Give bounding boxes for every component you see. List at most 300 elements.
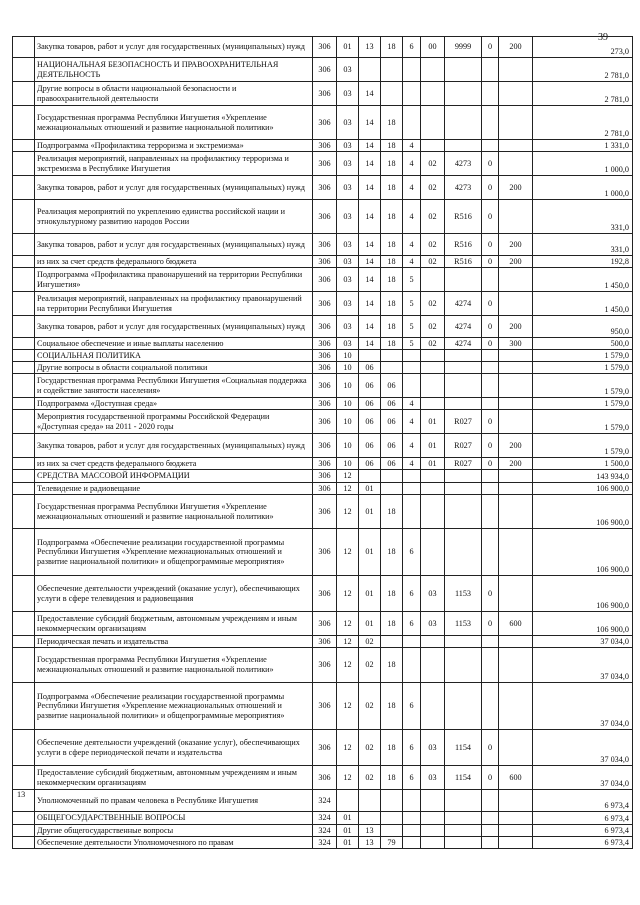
code-extra-cell: 0 bbox=[482, 338, 499, 350]
code-expense-type-cell bbox=[499, 470, 533, 483]
code-program-cell: 18 bbox=[381, 200, 403, 234]
row-number-cell bbox=[13, 636, 35, 648]
code-ministry-cell: 306 bbox=[313, 82, 337, 106]
code-program-cell: 18 bbox=[381, 529, 403, 576]
code-ministry-cell: 306 bbox=[313, 636, 337, 648]
code-direction-cell bbox=[445, 106, 482, 140]
code-subsection-cell: 14 bbox=[359, 316, 381, 338]
code-measure-cell bbox=[421, 268, 445, 292]
code-section-cell: 03 bbox=[337, 316, 359, 338]
item-name-cell: Обеспечение деятельности учреждений (оказание услуг), обеспечивающих услуги в сфере периодической печати и издательства bbox=[35, 730, 313, 766]
code-program-cell: 18 bbox=[381, 338, 403, 350]
amount-cell: 143 934,0 bbox=[533, 470, 633, 483]
code-program-cell: 18 bbox=[381, 648, 403, 683]
code-section-cell: 03 bbox=[337, 338, 359, 350]
amount-cell: 331,0 bbox=[533, 200, 633, 234]
code-measure-cell bbox=[421, 350, 445, 362]
code-subprogram-cell bbox=[403, 495, 421, 529]
amount-cell: 2 781,0 bbox=[533, 106, 633, 140]
code-ministry-cell: 306 bbox=[313, 176, 337, 200]
table-row bbox=[13, 766, 633, 790]
code-expense-type-cell bbox=[499, 398, 533, 410]
amount-cell: 106 900,0 bbox=[533, 529, 633, 576]
code-ministry-cell: 306 bbox=[313, 256, 337, 268]
code-section-cell: 12 bbox=[337, 495, 359, 529]
code-subsection-cell: 01 bbox=[359, 495, 381, 529]
code-section-cell: 12 bbox=[337, 766, 359, 790]
code-subprogram-cell: 5 bbox=[403, 338, 421, 350]
code-extra-cell: 0 bbox=[482, 316, 499, 338]
code-section-cell: 10 bbox=[337, 434, 359, 458]
table-row bbox=[13, 495, 633, 529]
row-number-cell bbox=[13, 374, 35, 398]
code-program-cell: 18 bbox=[381, 37, 403, 58]
item-name-cell: Другие общегосударственные вопросы bbox=[35, 825, 313, 837]
code-section-cell: 03 bbox=[337, 176, 359, 200]
code-direction-cell: 1154 bbox=[445, 766, 482, 790]
code-subsection-cell: 02 bbox=[359, 766, 381, 790]
code-subsection-cell: 06 bbox=[359, 434, 381, 458]
code-subsection-cell: 13 bbox=[359, 837, 381, 849]
code-ministry-cell: 306 bbox=[313, 410, 337, 434]
item-name-cell: Государственная программа Республики Ингушетия «Укрепление межнациональных отношений и развитие национальной политики» bbox=[35, 648, 313, 683]
code-expense-type-cell bbox=[499, 790, 533, 812]
code-subsection-cell bbox=[359, 470, 381, 483]
code-expense-type-cell: 200 bbox=[499, 458, 533, 470]
code-measure-cell: 02 bbox=[421, 176, 445, 200]
table-row bbox=[13, 338, 633, 350]
item-name-cell: Предоставление субсидий бюджетным, автономным учреждениям и иным некоммерческим организациям bbox=[35, 612, 313, 636]
code-section-cell: 10 bbox=[337, 350, 359, 362]
row-number-cell bbox=[13, 766, 35, 790]
table-row bbox=[13, 410, 633, 434]
amount-cell: 106 900,0 bbox=[533, 495, 633, 529]
amount-cell: 1 450,0 bbox=[533, 268, 633, 292]
code-direction-cell: 1153 bbox=[445, 612, 482, 636]
code-ministry-cell: 306 bbox=[313, 483, 337, 495]
code-expense-type-cell: 300 bbox=[499, 338, 533, 350]
code-subprogram-cell: 6 bbox=[403, 612, 421, 636]
row-number-cell bbox=[13, 825, 35, 837]
code-section-cell: 03 bbox=[337, 106, 359, 140]
table-row bbox=[13, 176, 633, 200]
table-row bbox=[13, 82, 633, 106]
code-subsection-cell: 14 bbox=[359, 292, 381, 316]
code-direction-cell bbox=[445, 374, 482, 398]
table-row bbox=[13, 256, 633, 268]
code-extra-cell bbox=[482, 58, 499, 82]
code-subprogram-cell bbox=[403, 362, 421, 374]
row-number-cell bbox=[13, 410, 35, 434]
code-program-cell: 18 bbox=[381, 576, 403, 612]
code-measure-cell bbox=[421, 683, 445, 730]
page-number: 39 bbox=[598, 32, 608, 43]
amount-cell: 500,0 bbox=[533, 338, 633, 350]
code-section-cell: 03 bbox=[337, 58, 359, 82]
code-direction-cell: R516 bbox=[445, 234, 482, 256]
code-measure-cell bbox=[421, 529, 445, 576]
code-extra-cell bbox=[482, 374, 499, 398]
code-extra-cell: 0 bbox=[482, 234, 499, 256]
table-row bbox=[13, 837, 633, 849]
amount-cell: 6 973,4 bbox=[533, 790, 633, 812]
code-direction-cell: 4274 bbox=[445, 338, 482, 350]
amount-cell: 192,8 bbox=[533, 256, 633, 268]
code-extra-cell: 0 bbox=[482, 766, 499, 790]
code-measure-cell: 02 bbox=[421, 200, 445, 234]
table-row bbox=[13, 648, 633, 683]
item-name-cell: Обеспечение деятельности учреждений (оказание услуг), обеспечивающих услуги в сфере телевидения и радиовещания bbox=[35, 576, 313, 612]
code-section-cell: 01 bbox=[337, 837, 359, 849]
code-program-cell: 06 bbox=[381, 410, 403, 434]
code-measure-cell: 03 bbox=[421, 730, 445, 766]
code-program-cell: 18 bbox=[381, 316, 403, 338]
amount-cell: 2 781,0 bbox=[533, 82, 633, 106]
code-measure-cell: 02 bbox=[421, 234, 445, 256]
code-program-cell: 18 bbox=[381, 268, 403, 292]
code-direction-cell: R027 bbox=[445, 458, 482, 470]
code-measure-cell bbox=[421, 106, 445, 140]
code-subprogram-cell: 6 bbox=[403, 766, 421, 790]
item-name-cell: Государственная программа Республики Ингушетия «Укрепление межнациональных отношений и развитие национальной политики» bbox=[35, 495, 313, 529]
table-row bbox=[13, 350, 633, 362]
code-direction-cell bbox=[445, 837, 482, 849]
code-subprogram-cell: 4 bbox=[403, 434, 421, 458]
code-section-cell: 12 bbox=[337, 636, 359, 648]
code-measure-cell: 01 bbox=[421, 410, 445, 434]
item-name-cell: Реализация мероприятий, направленных на профилактику терроризма и экстремизма в Республике Ингушетия bbox=[35, 152, 313, 176]
code-subsection-cell: 01 bbox=[359, 483, 381, 495]
amount-cell: 37 034,0 bbox=[533, 636, 633, 648]
code-extra-cell bbox=[482, 82, 499, 106]
code-section-cell: 10 bbox=[337, 458, 359, 470]
row-number-cell bbox=[13, 612, 35, 636]
code-program-cell: 18 bbox=[381, 683, 403, 730]
code-section-cell: 03 bbox=[337, 152, 359, 176]
code-expense-type-cell bbox=[499, 812, 533, 825]
code-subprogram-cell: 4 bbox=[403, 200, 421, 234]
item-name-cell: Периодическая печать и издательства bbox=[35, 636, 313, 648]
code-subprogram-cell: 4 bbox=[403, 140, 421, 152]
code-section-cell: 03 bbox=[337, 82, 359, 106]
code-expense-type-cell bbox=[499, 362, 533, 374]
code-extra-cell bbox=[482, 812, 499, 825]
code-direction-cell bbox=[445, 529, 482, 576]
item-name-cell: Закупка товаров, работ и услуг для государственных (муниципальных) нужд bbox=[35, 37, 313, 58]
code-direction-cell: R027 bbox=[445, 410, 482, 434]
table-row bbox=[13, 434, 633, 458]
code-extra-cell: 0 bbox=[482, 152, 499, 176]
budget-table bbox=[12, 36, 633, 849]
code-program-cell bbox=[381, 812, 403, 825]
code-subsection-cell: 14 bbox=[359, 200, 381, 234]
row-number-cell bbox=[13, 730, 35, 766]
code-subsection-cell: 13 bbox=[359, 37, 381, 58]
code-program-cell: 79 bbox=[381, 837, 403, 849]
code-direction-cell bbox=[445, 825, 482, 837]
code-section-cell: 12 bbox=[337, 470, 359, 483]
amount-cell: 331,0 bbox=[533, 234, 633, 256]
code-expense-type-cell bbox=[499, 636, 533, 648]
code-measure-cell bbox=[421, 374, 445, 398]
code-ministry-cell: 306 bbox=[313, 458, 337, 470]
table-row bbox=[13, 362, 633, 374]
code-expense-type-cell bbox=[499, 140, 533, 152]
row-number-cell bbox=[13, 106, 35, 140]
table-row bbox=[13, 374, 633, 398]
item-name-cell: Подпрограмма «Профилактика правонарушений на территории Республики Ингушетия» bbox=[35, 268, 313, 292]
code-expense-type-cell bbox=[499, 268, 533, 292]
table-row bbox=[13, 292, 633, 316]
code-subsection-cell: 13 bbox=[359, 825, 381, 837]
row-number-cell: 13 bbox=[13, 790, 35, 812]
code-direction-cell bbox=[445, 790, 482, 812]
code-program-cell bbox=[381, 636, 403, 648]
code-expense-type-cell: 200 bbox=[499, 256, 533, 268]
item-name-cell: СРЕДСТВА МАССОВОЙ ИНФОРМАЦИИ bbox=[35, 470, 313, 483]
item-name-cell: Государственная программа Республики Ингушетия «Социальная поддержка и содействие занятости населения» bbox=[35, 374, 313, 398]
table-row bbox=[13, 398, 633, 410]
item-name-cell: Социальное обеспечение и иные выплаты населению bbox=[35, 338, 313, 350]
code-subprogram-cell bbox=[403, 483, 421, 495]
code-program-cell bbox=[381, 790, 403, 812]
item-name-cell: Другие вопросы в области социальной политики bbox=[35, 362, 313, 374]
code-extra-cell bbox=[482, 495, 499, 529]
amount-cell: 1 450,0 bbox=[533, 292, 633, 316]
code-direction-cell bbox=[445, 648, 482, 683]
item-name-cell: из них за счет средств федерального бюджета bbox=[35, 458, 313, 470]
code-extra-cell bbox=[482, 837, 499, 849]
item-name-cell: Закупка товаров, работ и услуг для государственных (муниципальных) нужд bbox=[35, 316, 313, 338]
code-program-cell: 18 bbox=[381, 612, 403, 636]
code-ministry-cell: 306 bbox=[313, 374, 337, 398]
table-row bbox=[13, 636, 633, 648]
code-direction-cell bbox=[445, 470, 482, 483]
code-subprogram-cell: 6 bbox=[403, 576, 421, 612]
code-ministry-cell: 306 bbox=[313, 648, 337, 683]
code-subprogram-cell: 4 bbox=[403, 398, 421, 410]
code-direction-cell bbox=[445, 58, 482, 82]
amount-cell: 37 034,0 bbox=[533, 766, 633, 790]
item-name-cell: Реализация мероприятий, направленных на профилактику правонарушений на территории Республики Ингушетия bbox=[35, 292, 313, 316]
code-direction-cell: R516 bbox=[445, 256, 482, 268]
code-extra-cell: 0 bbox=[482, 256, 499, 268]
code-ministry-cell: 306 bbox=[313, 106, 337, 140]
code-measure-cell: 03 bbox=[421, 576, 445, 612]
code-ministry-cell: 306 bbox=[313, 234, 337, 256]
code-direction-cell: 4274 bbox=[445, 292, 482, 316]
code-program-cell bbox=[381, 82, 403, 106]
amount-cell: 273,0 bbox=[533, 37, 633, 58]
code-direction-cell bbox=[445, 398, 482, 410]
code-measure-cell bbox=[421, 837, 445, 849]
code-program-cell: 18 bbox=[381, 292, 403, 316]
code-expense-type-cell bbox=[499, 152, 533, 176]
code-program-cell: 18 bbox=[381, 140, 403, 152]
code-subsection-cell: 14 bbox=[359, 176, 381, 200]
amount-cell: 1 579,0 bbox=[533, 350, 633, 362]
code-ministry-cell: 306 bbox=[313, 434, 337, 458]
code-measure-cell bbox=[421, 398, 445, 410]
code-subprogram-cell: 5 bbox=[403, 292, 421, 316]
code-measure-cell: 01 bbox=[421, 458, 445, 470]
code-expense-type-cell bbox=[499, 483, 533, 495]
code-section-cell: 12 bbox=[337, 612, 359, 636]
code-expense-type-cell bbox=[499, 837, 533, 849]
code-extra-cell bbox=[482, 106, 499, 140]
amount-cell: 1 000,0 bbox=[533, 152, 633, 176]
code-extra-cell: 0 bbox=[482, 730, 499, 766]
code-ministry-cell: 306 bbox=[313, 338, 337, 350]
code-subsection-cell bbox=[359, 812, 381, 825]
code-extra-cell bbox=[482, 350, 499, 362]
amount-cell: 1 579,0 bbox=[533, 434, 633, 458]
code-subsection-cell: 14 bbox=[359, 140, 381, 152]
row-number-cell bbox=[13, 648, 35, 683]
code-ministry-cell: 324 bbox=[313, 812, 337, 825]
code-measure-cell bbox=[421, 58, 445, 82]
code-extra-cell: 0 bbox=[482, 292, 499, 316]
row-number-cell bbox=[13, 338, 35, 350]
amount-cell: 106 900,0 bbox=[533, 612, 633, 636]
code-section-cell: 03 bbox=[337, 292, 359, 316]
amount-cell: 37 034,0 bbox=[533, 730, 633, 766]
code-direction-cell bbox=[445, 350, 482, 362]
amount-cell: 6 973,4 bbox=[533, 825, 633, 837]
table-row bbox=[13, 316, 633, 338]
code-direction-cell bbox=[445, 495, 482, 529]
code-section-cell: 03 bbox=[337, 140, 359, 152]
code-direction-cell bbox=[445, 268, 482, 292]
code-measure-cell bbox=[421, 636, 445, 648]
code-measure-cell bbox=[421, 483, 445, 495]
code-section-cell: 01 bbox=[337, 812, 359, 825]
code-subprogram-cell bbox=[403, 350, 421, 362]
table-row bbox=[13, 470, 633, 483]
row-number-cell bbox=[13, 82, 35, 106]
code-subsection-cell: 06 bbox=[359, 362, 381, 374]
amount-cell: 37 034,0 bbox=[533, 648, 633, 683]
code-extra-cell bbox=[482, 483, 499, 495]
row-number-cell bbox=[13, 483, 35, 495]
code-expense-type-cell: 600 bbox=[499, 612, 533, 636]
code-expense-type-cell bbox=[499, 410, 533, 434]
amount-cell: 37 034,0 bbox=[533, 683, 633, 730]
code-subsection-cell: 14 bbox=[359, 234, 381, 256]
code-extra-cell: 0 bbox=[482, 200, 499, 234]
code-expense-type-cell bbox=[499, 292, 533, 316]
row-number-cell bbox=[13, 837, 35, 849]
code-subprogram-cell bbox=[403, 837, 421, 849]
row-number-cell bbox=[13, 140, 35, 152]
code-program-cell: 06 bbox=[381, 398, 403, 410]
row-number-cell bbox=[13, 152, 35, 176]
code-direction-cell bbox=[445, 140, 482, 152]
code-extra-cell bbox=[482, 398, 499, 410]
code-expense-type-cell bbox=[499, 58, 533, 82]
code-section-cell bbox=[337, 790, 359, 812]
table-row bbox=[13, 140, 633, 152]
code-ministry-cell: 306 bbox=[313, 398, 337, 410]
code-subsection-cell bbox=[359, 350, 381, 362]
code-expense-type-cell: 200 bbox=[499, 316, 533, 338]
row-number-cell bbox=[13, 495, 35, 529]
code-section-cell: 01 bbox=[337, 37, 359, 58]
code-direction-cell: 9999 bbox=[445, 37, 482, 58]
code-subsection-cell bbox=[359, 790, 381, 812]
code-measure-cell bbox=[421, 648, 445, 683]
code-expense-type-cell: 200 bbox=[499, 37, 533, 58]
code-program-cell: 18 bbox=[381, 234, 403, 256]
code-section-cell: 12 bbox=[337, 683, 359, 730]
code-extra-cell: 0 bbox=[482, 37, 499, 58]
code-expense-type-cell bbox=[499, 350, 533, 362]
row-number-cell bbox=[13, 362, 35, 374]
code-extra-cell: 0 bbox=[482, 576, 499, 612]
code-program-cell: 18 bbox=[381, 176, 403, 200]
table-body bbox=[13, 37, 633, 849]
code-expense-type-cell bbox=[499, 648, 533, 683]
code-ministry-cell: 306 bbox=[313, 140, 337, 152]
code-ministry-cell: 306 bbox=[313, 350, 337, 362]
code-extra-cell: 0 bbox=[482, 612, 499, 636]
amount-cell: 106 900,0 bbox=[533, 483, 633, 495]
table-row bbox=[13, 683, 633, 730]
item-name-cell: из них за счет средств федерального бюджета bbox=[35, 256, 313, 268]
code-measure-cell bbox=[421, 495, 445, 529]
code-subsection-cell: 06 bbox=[359, 410, 381, 434]
amount-cell: 6 973,4 bbox=[533, 837, 633, 849]
code-ministry-cell: 324 bbox=[313, 837, 337, 849]
code-measure-cell bbox=[421, 825, 445, 837]
row-number-cell bbox=[13, 812, 35, 825]
code-direction-cell: 4273 bbox=[445, 176, 482, 200]
code-extra-cell bbox=[482, 470, 499, 483]
code-program-cell bbox=[381, 362, 403, 374]
code-program-cell: 18 bbox=[381, 106, 403, 140]
item-name-cell: Другие вопросы в области национальной безопасности и правоохранительной деятельности bbox=[35, 82, 313, 106]
item-name-cell: Закупка товаров, работ и услуг для государственных (муниципальных) нужд bbox=[35, 234, 313, 256]
code-ministry-cell: 306 bbox=[313, 37, 337, 58]
code-subprogram-cell bbox=[403, 374, 421, 398]
code-program-cell bbox=[381, 350, 403, 362]
code-subsection-cell: 01 bbox=[359, 612, 381, 636]
code-expense-type-cell bbox=[499, 200, 533, 234]
row-number-cell bbox=[13, 350, 35, 362]
item-name-cell: Уполномоченный по правам человека в Республике Ингушетия bbox=[35, 790, 313, 812]
code-program-cell: 18 bbox=[381, 730, 403, 766]
code-direction-cell bbox=[445, 636, 482, 648]
code-section-cell: 10 bbox=[337, 374, 359, 398]
amount-cell: 1 579,0 bbox=[533, 410, 633, 434]
row-number-cell bbox=[13, 37, 35, 58]
amount-cell: 2 781,0 bbox=[533, 58, 633, 82]
code-direction-cell: 4274 bbox=[445, 316, 482, 338]
code-measure-cell: 02 bbox=[421, 338, 445, 350]
item-name-cell: Подпрограмма «Обеспечение реализации государственной программы Республики Ингушетия «Укрепление межнациональных отношений и развитие национальной политики» и общепрограммные мероприятия» bbox=[35, 529, 313, 576]
code-subprogram-cell bbox=[403, 825, 421, 837]
code-expense-type-cell bbox=[499, 106, 533, 140]
code-subsection-cell: 01 bbox=[359, 576, 381, 612]
code-extra-cell: 0 bbox=[482, 434, 499, 458]
item-name-cell: Предоставление субсидий бюджетным, автономным учреждениям и иным некоммерческим организациям bbox=[35, 766, 313, 790]
amount-cell: 6 973,4 bbox=[533, 812, 633, 825]
item-name-cell: НАЦИОНАЛЬНАЯ БЕЗОПАСНОСТЬ И ПРАВООХРАНИТЕЛЬНАЯ ДЕЯТЕЛЬНОСТЬ bbox=[35, 58, 313, 82]
code-subsection-cell: 02 bbox=[359, 683, 381, 730]
code-program-cell: 18 bbox=[381, 495, 403, 529]
table-row bbox=[13, 483, 633, 495]
code-program-cell bbox=[381, 825, 403, 837]
